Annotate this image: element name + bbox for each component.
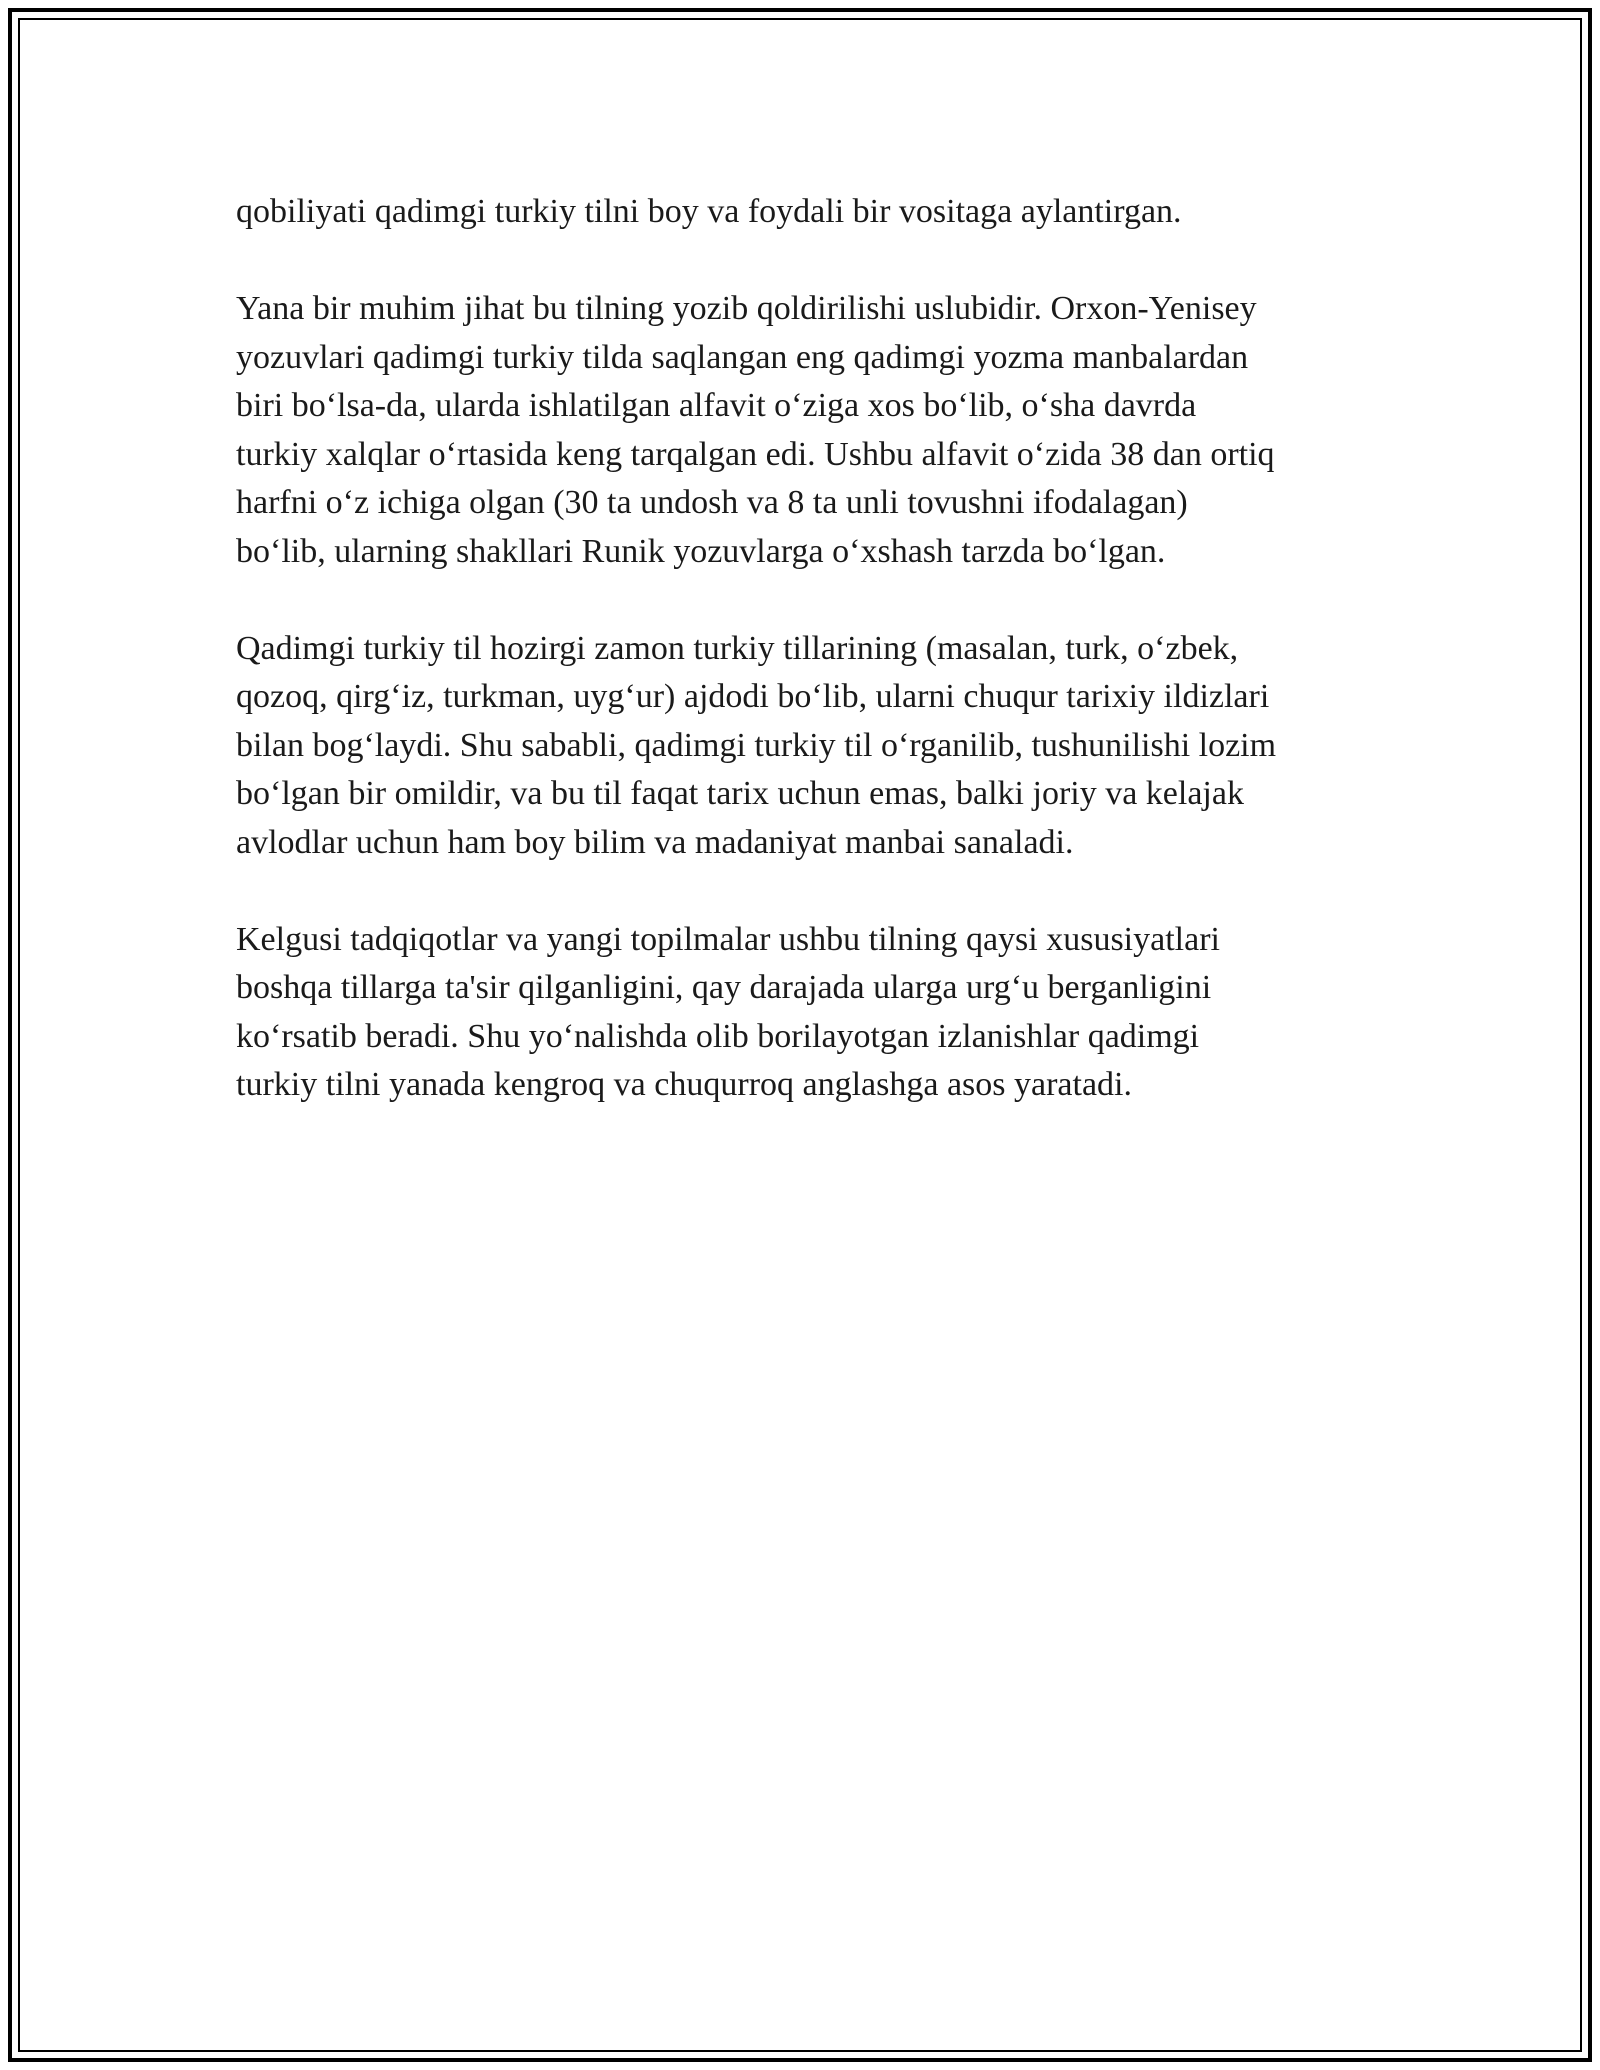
text-line: bilan bogʻlaydi. Shu sababli, qadimgi turkiy til oʻrganilib, tushunilishi lozim	[236, 726, 1277, 764]
text-line: qobiliyati qadimgi turkiy tilni boy va foydali bir vositaga aylantirgan.	[236, 193, 1182, 230]
paragraph	[236, 285, 1376, 576]
document-body	[236, 188, 1376, 1158]
paragraph	[236, 625, 1376, 868]
text-line: yozuvlari qadimgi turkiy tilda saqlangan eng qadimgi yozma manbalardan	[236, 338, 1249, 376]
text-line: Yana bir muhim jihat bu tilning yozib qoldirilishi uslubidir. Orxon-Yenisey	[236, 290, 1257, 327]
text-line: koʻrsatib beradi. Shu yoʻnalishda olib borilayotgan izlanishlar qadimgi	[236, 1017, 1200, 1055]
text-line: turkiy xalqlar oʻrtasida keng tarqalgan edi. Ushbu alfavit oʻzida 38 dan ortiq	[236, 435, 1275, 473]
text-line: boshqa tillarga ta'sir qilganligini, qay darajada ularga urgʻu berganligini	[236, 969, 1212, 1006]
text-line: avlodlar uchun ham boy bilim va madaniyat manbai sanaladi.	[236, 823, 1074, 861]
text-line: boʻlib, ularning shakllari Runik yozuvlarga oʻxshash tarzda boʻlgan.	[236, 532, 1166, 570]
paragraph	[236, 916, 1376, 1110]
text-line: qozoq, qirgʻiz, turkman, uygʻur) ajdodi boʻlib, ularni chuqur tarixiy ildizlari	[236, 678, 1270, 715]
text-line: Kelgusi tadqiqotlar va yangi topilmalar ushbu tilning qaysi xususiyatlari	[236, 920, 1220, 958]
text-line: harfni oʻz ichiga olgan (30 ta undosh va 8 ta unli tovushni ifodalagan)	[236, 484, 1188, 521]
paragraph	[236, 188, 1376, 237]
text-line: boʻlgan bir omildir, va bu til faqat tarix uchun emas, balki joriy va kelajak	[236, 775, 1244, 812]
text-line: turkiy tilni yanada kengroq va chuqurroq anglashga asos yaratadi.	[236, 1066, 1133, 1103]
text-line: Qadimgi turkiy til hozirgi zamon turkiy tillarining (masalan, turk, oʻzbek,	[236, 629, 1239, 667]
text-line: biri boʻlsa-da, ularda ishlatilgan alfavit oʻziga xos boʻlib, oʻsha davrda	[236, 387, 1197, 424]
